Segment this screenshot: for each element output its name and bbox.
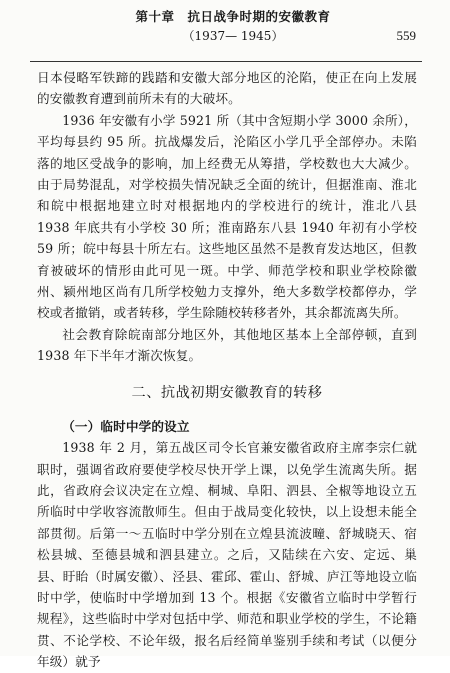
paragraph-school-statistics: 1936 年安徽有小学 5921 所（其中含短期小学 3000 余所），平均每县约 95 所。抗战爆发后，沦陷区小学几乎全部停办。未陷落的地区受战争的影响，加上经费无从筹措，学校数也大大减少。由于局势混乱，对学校损失情况缺乏全面的统计，但据淮南、淮北和皖中根据地建立时对根据地内的学校进行的统计，淮北八县 1938 年底共有小学校 30 所；淮南路东八县 1940 年初有小学校 59 所；皖中每县十所左右。这些地区虽然不是教育发达地区，但教育被破坏的情形由此可见一斑。中学、师范学校和职业学校除徽州、颍州地区尚有几所学校勉力支撑外，绝大多数学校都停办，学校或者撤销，或者转移，学生除随校转移者外，其余都流离失所。 — [37, 112, 417, 321]
paragraph-social-education: 社会教育除皖南部分地区外，其他地区基本上全部停顿，直到 1938 年下半年才渐次恢复。 — [37, 326, 417, 364]
header-divider — [30, 61, 422, 62]
page-number: 559 — [396, 28, 416, 43]
running-header — [0, 8, 450, 48]
paragraph-temporary-middle-schools: 1938 年 2 月，第五战区司令长官兼安徽省政府主席李宗仁就职时，强调省政府要使学校尽快开学上课，以免学生流离失所。据此，省政府会议决定在立煌、桐城、阜阳、泗县、全椒等地设立五所临时中学收容流散师生。但由于战局变化较快，以上设想未能全部贯彻。后第一～五临时中学分别在立煌县流波疃、舒城晓天、宿松县城、至德县城和泗县建立。之后，又陆续在六安、定远、巢县、盱眙（时属安徽）、泾县、霍邱、霍山、舒城、庐江等地设立临时中学，使临时中学增加到 13 个。根据《安徽省立临时中学暂行规程》，这些临时中学对包括中学、师范和职业学校的学生，不论籍贯、不论学校、不论年级，报名后经简单鉴别手续和考试（以便分年级）就予 — [37, 440, 417, 670]
chapter-title: 第十章 抗日战争时期的安徽教育 — [135, 9, 331, 24]
body-text — [37, 67, 417, 673]
paragraph-continuation: 日本侵略军铁蹄的践踏和安徽大部分地区的沦陷，使正在向上发展的安徽教育遭到前所未有的大破坏。 — [37, 70, 417, 107]
section-heading: 二、抗战初期安徽教育的转移 — [131, 384, 323, 401]
chapter-period: （1937— 1945） — [182, 29, 284, 43]
subsection-heading: （一）临时中学的设立 — [62, 418, 190, 434]
